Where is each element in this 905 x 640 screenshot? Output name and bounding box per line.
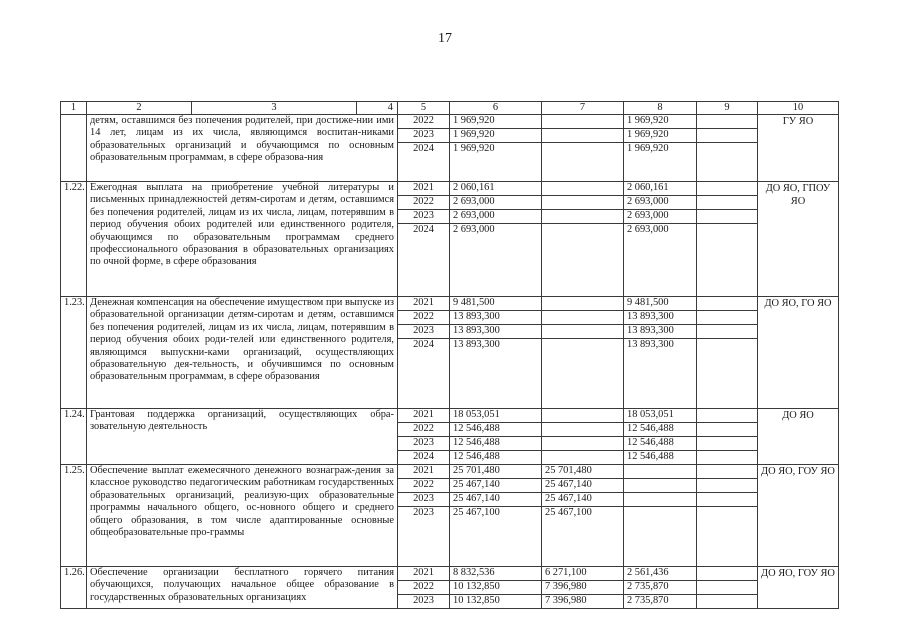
row-description: Обеспечение организации бесплатного горячего питания обучающихся, получающих начальное общее образование в государственных образовательных организациях [87, 567, 398, 609]
row-number [61, 115, 87, 182]
amount-cell-c8 [624, 465, 697, 479]
amount-cell-c9 [697, 339, 758, 409]
amount-cell-c9 [697, 196, 758, 210]
amount-cell-c8: 2 735,870 [624, 581, 697, 595]
year-cell: 2023 [398, 210, 450, 224]
amount-cell-c7: 7 396,980 [542, 595, 624, 609]
amount-cell-c8: 2 693,000 [624, 224, 697, 297]
year-cell: 2021 [398, 465, 450, 479]
executor-cell: ДО ЯО, ГО ЯО [758, 297, 839, 409]
amount-cell-c6: 10 132,850 [450, 595, 542, 609]
row-number: 1.26. [61, 567, 87, 609]
col-header-6: 6 [450, 102, 542, 115]
amount-cell-c9 [697, 465, 758, 479]
row-description: Ежегодная выплата на приобретение учебной литературы и письменных принадлежностей детям-сиротам и детям, оставшимся без попечения родителей, лицам из их числа, лицам, потерявшим в период обучения обоих родителей или единственного родителя, обучающимся по образовательным программам среднего профессионального образования в образовательных организациях по очной форме, в сфере образования [87, 182, 398, 297]
amount-cell-c8: 12 546,488 [624, 451, 697, 465]
row-number: 1.24. [61, 409, 87, 465]
amount-cell-c7 [542, 129, 624, 143]
col-header-3: 3 [192, 102, 357, 115]
amount-cell-c6: 2 693,000 [450, 224, 542, 297]
row-number: 1.23. [61, 297, 87, 409]
column-number-row [61, 102, 839, 115]
table-row [61, 297, 839, 311]
amount-cell-c9 [697, 210, 758, 224]
year-cell: 2023 [398, 493, 450, 507]
row-description: Денежная компенсация на обеспечение имуществом при выпуске из образовательной организации детям-сиротам и детям, оставшимся без попечения родителей, лицам из их числа, лицам, потерявшим в период обучения обоих роди-телей или единственного родителя, являющимся выпускни-ками организаций, осуществляющих образовательную дея-тельность, и обучившимся по основным образовательным программам, в сфере образования [87, 297, 398, 409]
row-number: 1.25. [61, 465, 87, 567]
amount-cell-c7 [542, 297, 624, 311]
year-cell: 2022 [398, 196, 450, 210]
amount-cell-c8 [624, 479, 697, 493]
amount-cell-c6: 8 832,536 [450, 567, 542, 581]
page-number: 17 [438, 31, 452, 46]
year-cell: 2022 [398, 479, 450, 493]
amount-cell-c9 [697, 325, 758, 339]
year-cell: 2022 [398, 311, 450, 325]
amount-cell-c7: 25 467,100 [542, 507, 624, 567]
amount-cell-c7: 25 701,480 [542, 465, 624, 479]
amount-cell-c7 [542, 325, 624, 339]
executor-cell: ДО ЯО, ГПОУ ЯО [758, 182, 839, 297]
amount-cell-c7 [542, 339, 624, 409]
row-description: Обеспечение выплат ежемесячного денежного вознаграж-дения за классное руководство педагогическим работникам государственных образовательных организаций, реализую-щих образовательные программы начального общего, ос-новного общего и среднего общего образования, в том числе адаптированные основные общеобразовательные про-граммы [87, 465, 398, 567]
amount-cell-c6: 25 467,140 [450, 493, 542, 507]
table-row [61, 409, 839, 423]
amount-cell-c7: 7 396,980 [542, 581, 624, 595]
amount-cell-c9 [697, 423, 758, 437]
amount-cell-c8: 12 546,488 [624, 437, 697, 451]
amount-cell-c9 [697, 507, 758, 567]
amount-cell-c9 [697, 224, 758, 297]
amount-cell-c8: 2 693,000 [624, 196, 697, 210]
amount-cell-c6: 25 467,100 [450, 507, 542, 567]
amount-cell-c6: 12 546,488 [450, 423, 542, 437]
amount-cell-c6: 25 467,140 [450, 479, 542, 493]
amount-cell-c6: 12 546,488 [450, 437, 542, 451]
table-row [61, 567, 839, 581]
amount-cell-c6: 1 969,920 [450, 129, 542, 143]
amount-cell-c6: 25 701,480 [450, 465, 542, 479]
executor-cell: ДО ЯО, ГОУ ЯО [758, 465, 839, 567]
year-cell: 2023 [398, 507, 450, 567]
amount-cell-c7 [542, 210, 624, 224]
amount-cell-c8 [624, 507, 697, 567]
amount-cell-c7: 25 467,140 [542, 493, 624, 507]
col-header-5: 5 [398, 102, 450, 115]
amount-cell-c8 [624, 493, 697, 507]
row-number: 1.22. [61, 182, 87, 297]
amount-cell-c9 [697, 479, 758, 493]
amount-cell-c6: 2 060,161 [450, 182, 542, 196]
year-cell: 2024 [398, 143, 450, 182]
amount-cell-c7 [542, 196, 624, 210]
year-cell: 2021 [398, 297, 450, 311]
year-cell: 2021 [398, 409, 450, 423]
year-cell: 2024 [398, 451, 450, 465]
table-body [61, 115, 839, 609]
amount-cell-c6: 12 546,488 [450, 451, 542, 465]
row-description: детям, оставшимся без попечения родителей, при достиже-нии ими 14 лет, лицам из их числа, являющимся воспитан-никами образовательных организаций и обучающимся по основным образовательным программам, в сфере образова-ния [87, 115, 398, 182]
amount-cell-c9 [697, 311, 758, 325]
amount-cell-c6: 10 132,850 [450, 581, 542, 595]
table-row [61, 182, 839, 196]
amount-cell-c8: 2 060,161 [624, 182, 697, 196]
amount-cell-c7 [542, 423, 624, 437]
year-cell: 2023 [398, 595, 450, 609]
amount-cell-c7 [542, 311, 624, 325]
table-row [61, 115, 839, 129]
year-cell: 2024 [398, 339, 450, 409]
year-cell: 2024 [398, 224, 450, 297]
year-cell: 2023 [398, 129, 450, 143]
amount-cell-c6: 9 481,500 [450, 297, 542, 311]
year-cell: 2022 [398, 115, 450, 129]
executor-cell: ГУ ЯО [758, 115, 839, 182]
amount-cell-c9 [697, 129, 758, 143]
col-header-10: 10 [758, 102, 839, 115]
year-cell: 2022 [398, 581, 450, 595]
col-header-9: 9 [697, 102, 758, 115]
amount-cell-c8: 2 735,870 [624, 595, 697, 609]
amount-cell-c9 [697, 115, 758, 129]
amount-cell-c6: 13 893,300 [450, 311, 542, 325]
amount-cell-c7 [542, 437, 624, 451]
amount-cell-c9 [697, 581, 758, 595]
year-cell: 2021 [398, 567, 450, 581]
amount-cell-c6: 2 693,000 [450, 210, 542, 224]
amount-cell-c9 [697, 143, 758, 182]
amount-cell-c9 [697, 409, 758, 423]
amount-cell-c9 [697, 567, 758, 581]
amount-cell-c6: 13 893,300 [450, 325, 542, 339]
year-cell: 2023 [398, 325, 450, 339]
col-header-7: 7 [542, 102, 624, 115]
executor-cell: ДО ЯО [758, 409, 839, 465]
col-header-2: 2 [87, 102, 192, 115]
year-cell: 2023 [398, 437, 450, 451]
budget-table [60, 101, 839, 609]
amount-cell-c8: 1 969,920 [624, 115, 697, 129]
amount-cell-c7 [542, 451, 624, 465]
year-cell: 2021 [398, 182, 450, 196]
amount-cell-c6: 1 969,920 [450, 115, 542, 129]
col-header-8: 8 [624, 102, 697, 115]
amount-cell-c9 [697, 493, 758, 507]
amount-cell-c8: 12 546,488 [624, 423, 697, 437]
amount-cell-c6: 18 053,051 [450, 409, 542, 423]
amount-cell-c9 [697, 451, 758, 465]
amount-cell-c7 [542, 409, 624, 423]
amount-cell-c8: 1 969,920 [624, 129, 697, 143]
amount-cell-c6: 1 969,920 [450, 143, 542, 182]
amount-cell-c7 [542, 182, 624, 196]
amount-cell-c8: 18 053,051 [624, 409, 697, 423]
amount-cell-c6: 2 693,000 [450, 196, 542, 210]
table-row [61, 465, 839, 479]
amount-cell-c8: 9 481,500 [624, 297, 697, 311]
amount-cell-c8: 13 893,300 [624, 311, 697, 325]
amount-cell-c9 [697, 437, 758, 451]
amount-cell-c8: 1 969,920 [624, 143, 697, 182]
amount-cell-c9 [697, 297, 758, 311]
amount-cell-c7 [542, 115, 624, 129]
year-cell: 2022 [398, 423, 450, 437]
amount-cell-c7 [542, 224, 624, 297]
amount-cell-c8: 13 893,300 [624, 325, 697, 339]
amount-cell-c8: 13 893,300 [624, 339, 697, 409]
col-header-4: 4 [357, 102, 398, 115]
amount-cell-c7: 6 271,100 [542, 567, 624, 581]
amount-cell-c6: 13 893,300 [450, 339, 542, 409]
amount-cell-c8: 2 561,436 [624, 567, 697, 581]
col-header-1: 1 [61, 102, 87, 115]
amount-cell-c8: 2 693,000 [624, 210, 697, 224]
executor-cell: ДО ЯО, ГОУ ЯО [758, 567, 839, 609]
amount-cell-c7: 25 467,140 [542, 479, 624, 493]
amount-cell-c7 [542, 143, 624, 182]
amount-cell-c9 [697, 182, 758, 196]
amount-cell-c9 [697, 595, 758, 609]
row-description: Грантовая поддержка организаций, осуществляющих обра-зовательную деятельность [87, 409, 398, 465]
